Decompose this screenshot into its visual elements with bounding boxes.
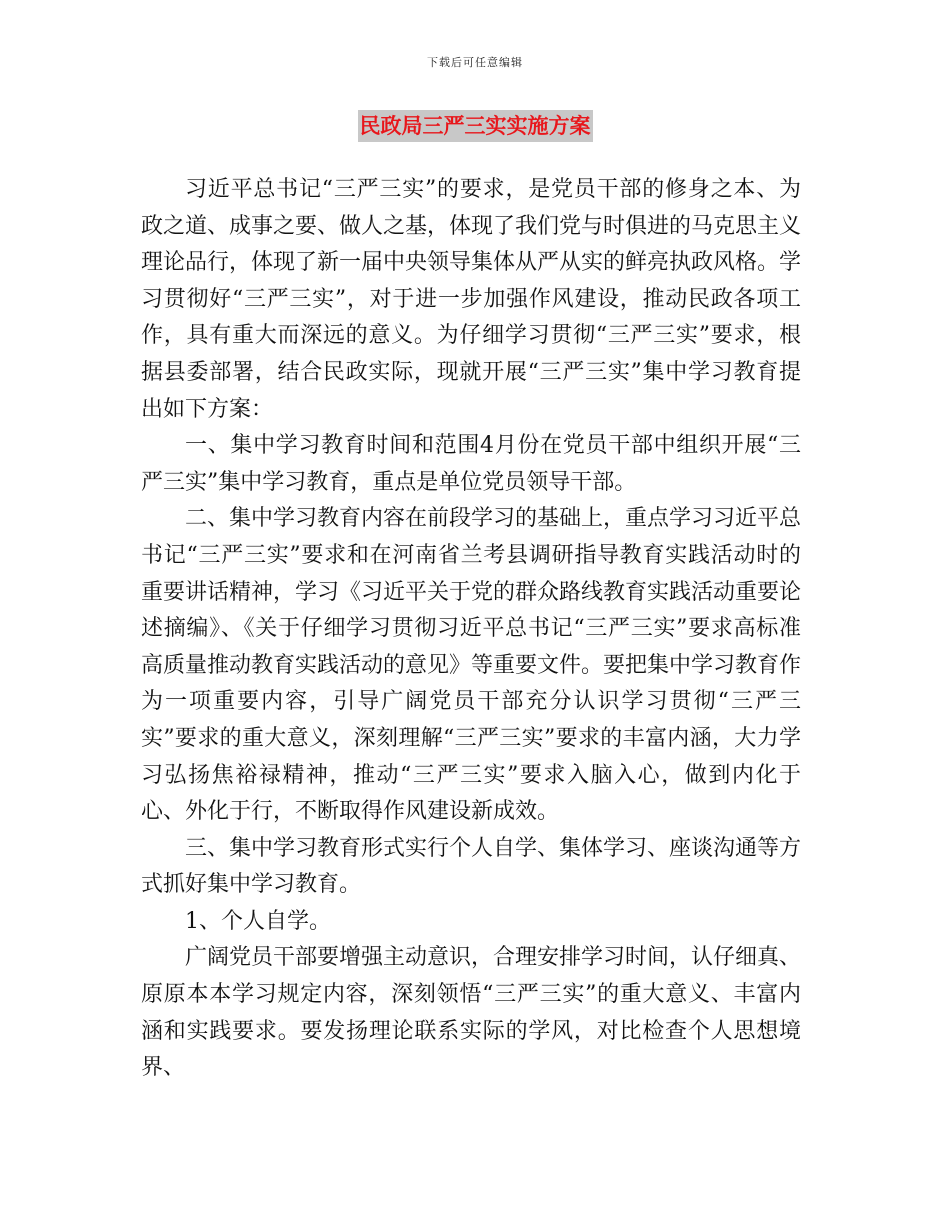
- paragraph-self-study: 广阔党员干部要增强主动意识，合理安排学习时间，认仔细真、原原本本学习规定内容，深刻领悟“三严三实”的重大意义、丰富内涵和实践要求。要发扬理论联系实际的学风，对比检查个人思想境界、: [141, 945, 802, 1081]
- title-container: [0, 110, 950, 142]
- paragraph-section-1: 一、集中学习教育时间和范围4月份在党员干部中组织开展“三严三实”集中学习教育，重点是单位党员领导干部。: [141, 433, 801, 495]
- document-title: 民政局三严三实实施方案: [358, 110, 593, 142]
- paragraph-subsection-1: 1、个人自学。: [185, 908, 331, 934]
- document-body: [141, 172, 801, 1087]
- header-note: 下载后可任意编辑: [427, 56, 523, 69]
- paragraph-section-3: 三、集中学习教育形式实行个人自学、集体学习、座谈沟通等方式抓好集中学习教育。: [141, 835, 802, 898]
- paragraph-section-2: 二、集中学习教育内容在前段学习的基础上，重点学习习近平总书记“三严三实”要求和在河南省兰考县调研指导教育实践活动时的重要讲话精神，学习《习近平关于党的群众路线教育实践活动重要论述摘编》、《关于仔细学习贯彻习近平总书记“三严三实”要求高标准高质量推动教育实践活动的意见》等重要文件。要把集中学习教育作为一项重要内容，引导广阔党员干部充分认识学习贯彻“三严三实”要求的重大意义，深刻理解“三严三实”要求的丰富内涵，大力学习弘扬焦裕禄精神，推动“三严三实”要求入脑入心，做到内化于心、外化于行，不断取得作风建设新成效。: [141, 506, 802, 825]
- paragraph-intro: 习近平总书记“三严三实”的要求，是党员干部的修身之本、为政之道、成事之要、做人之基，体现了我们党与时俱进的马克思主义理论品行，体现了新一届中央领导集体从严从实的鲜亮执政风格。学习贯彻好“三严三实”，对于进一步加强作风建设，推动民政各项工作，具有重大而深远的意义。为仔细学习贯彻“三严三实”要求，根据县委部署，结合民政实际，现就开展“三严三实”集中学习教育提出如下方案：: [141, 177, 802, 422]
